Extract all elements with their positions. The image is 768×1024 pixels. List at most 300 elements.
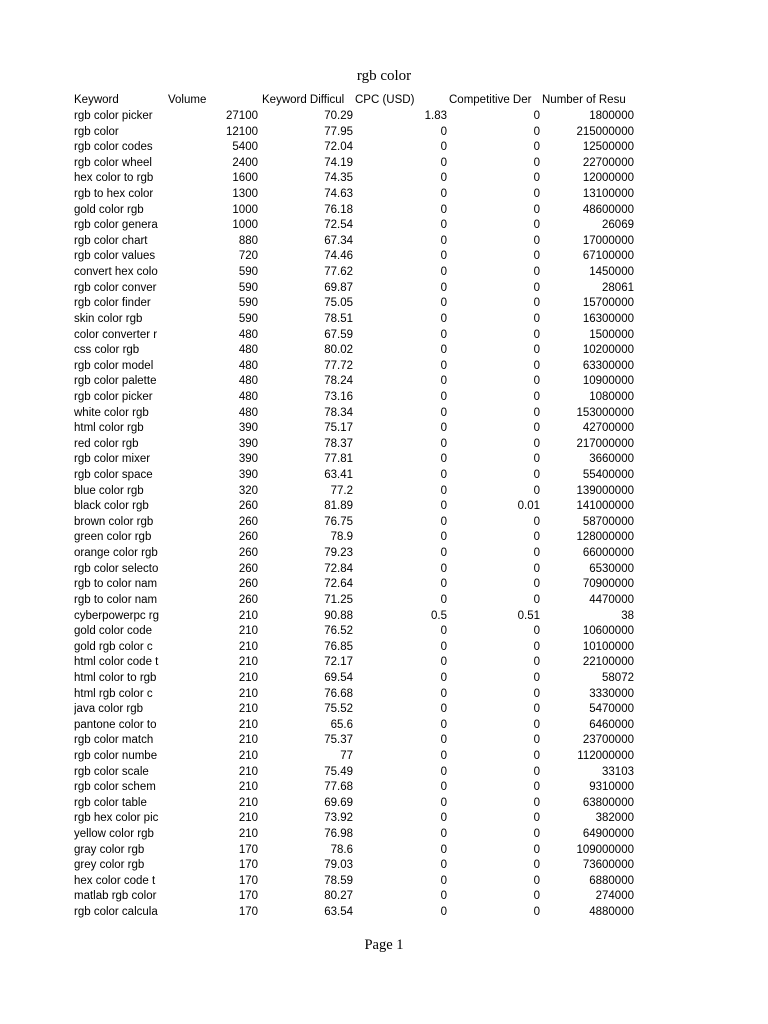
cell-keyword-difficulty: 74.46 [324, 250, 353, 263]
cell-cpc: 0 [440, 781, 447, 794]
table-row [74, 874, 638, 890]
cell-competitive-density: 0 [533, 328, 540, 341]
cell-number-of-results: 42700000 [582, 422, 634, 435]
cell-number-of-results: 70900000 [582, 578, 634, 591]
table-row [74, 843, 638, 859]
cell-competitive-density: 0 [533, 703, 540, 716]
cell-cpc: 0 [440, 593, 447, 606]
cell-competitive-density: 0 [533, 453, 540, 466]
cell-cpc: 0 [440, 188, 447, 201]
cell-volume: 260 [238, 531, 258, 544]
cell-competitive-density: 0 [533, 749, 540, 762]
cell-keyword: grey color rgb [74, 859, 145, 872]
cell-competitive-density: 0 [533, 781, 540, 794]
cell-volume: 210 [238, 781, 258, 794]
cell-cpc: 0 [440, 874, 447, 887]
cell-cpc: 0 [440, 406, 447, 419]
cell-number-of-results: 6880000 [589, 874, 634, 887]
cell-cpc: 0 [440, 812, 447, 825]
cell-keyword: hex color to rgb [74, 172, 154, 185]
table-row [74, 609, 638, 625]
cell-keyword-difficulty: 76.18 [324, 203, 353, 216]
cell-keyword-difficulty: 80.27 [324, 890, 353, 903]
table-row [74, 249, 638, 265]
cell-competitive-density: 0 [533, 796, 540, 809]
cell-volume: 480 [238, 375, 258, 388]
cell-volume: 590 [238, 266, 258, 279]
cell-competitive-density: 0 [533, 828, 540, 841]
cell-cpc: 0 [440, 297, 447, 310]
cell-keyword-difficulty: 78.59 [324, 874, 353, 887]
cell-cpc: 0.5 [431, 609, 447, 622]
cell-keyword-difficulty: 75.49 [324, 765, 353, 778]
cell-number-of-results: 66000000 [582, 547, 634, 560]
cell-competitive-density: 0 [533, 640, 540, 653]
cell-competitive-density: 0 [533, 359, 540, 372]
cell-number-of-results: 215000000 [576, 125, 634, 138]
cell-volume: 260 [238, 515, 258, 528]
cell-keyword: rgb color match [74, 734, 154, 747]
table-row [74, 187, 638, 203]
cell-number-of-results: 16300000 [582, 312, 634, 325]
cell-number-of-results: 13100000 [582, 188, 634, 201]
cell-number-of-results: 63800000 [582, 796, 634, 809]
cell-competitive-density: 0 [533, 156, 540, 169]
cell-competitive-density: 0 [533, 515, 540, 528]
header-volume: Volume [168, 94, 207, 106]
table-row [74, 749, 638, 765]
cell-keyword: yellow color rgb [74, 828, 154, 841]
cell-number-of-results: 10600000 [582, 625, 634, 638]
table-row [74, 624, 638, 640]
cell-competitive-density: 0 [533, 562, 540, 575]
cell-cpc: 0 [440, 640, 447, 653]
cell-cpc: 0 [440, 656, 447, 669]
cell-number-of-results: 10900000 [582, 375, 634, 388]
cell-keyword: rgb color finder [74, 297, 151, 310]
cell-cpc: 0 [440, 718, 447, 731]
cell-keyword-difficulty: 71.25 [324, 593, 353, 606]
cell-cpc: 0 [440, 172, 447, 185]
table-row [74, 203, 638, 219]
header-keyword: Keyword [74, 94, 119, 106]
cell-keyword: rgb color picker [74, 110, 153, 122]
cell-number-of-results: 9310000 [589, 781, 634, 794]
cell-number-of-results: 1500000 [589, 328, 634, 341]
cell-number-of-results: 58700000 [582, 515, 634, 528]
table-row [74, 281, 638, 297]
cell-keyword-difficulty: 75.17 [324, 422, 353, 435]
table-row [74, 733, 638, 749]
table-row [74, 530, 638, 546]
table-row [74, 125, 638, 141]
cell-keyword: rgb color genera [74, 219, 158, 232]
cell-number-of-results: 274000 [595, 890, 634, 903]
cell-number-of-results: 58072 [602, 671, 634, 684]
cell-volume: 590 [238, 297, 258, 310]
cell-number-of-results: 1080000 [589, 390, 634, 403]
cell-volume: 260 [238, 593, 258, 606]
cell-keyword-difficulty: 78.34 [324, 406, 353, 419]
cell-competitive-density: 0 [533, 375, 540, 388]
cell-cpc: 0 [440, 469, 447, 482]
cell-cpc: 0 [440, 203, 447, 216]
cell-cpc: 0 [440, 796, 447, 809]
cell-keyword-difficulty: 77.95 [324, 125, 353, 138]
table-row [74, 452, 638, 468]
cell-keyword: rgb color wheel [74, 156, 152, 169]
cell-keyword: gold rgb color c [74, 640, 153, 653]
cell-keyword-difficulty: 90.88 [324, 609, 353, 622]
cell-competitive-density: 0 [533, 406, 540, 419]
table-row [74, 796, 638, 812]
cell-keyword-difficulty: 72.84 [324, 562, 353, 575]
cell-cpc: 0 [440, 859, 447, 872]
cell-keyword: rgb hex color pic [74, 812, 159, 825]
cell-cpc: 0 [440, 671, 447, 684]
cell-keyword: rgb color numbe [74, 749, 158, 762]
cell-competitive-density: 0 [533, 906, 540, 919]
cell-keyword-difficulty: 67.59 [324, 328, 353, 341]
cell-number-of-results: 28061 [602, 281, 634, 294]
cell-keyword: blue color rgb [74, 484, 144, 497]
table-body [74, 109, 638, 921]
cell-keyword-difficulty: 70.29 [324, 110, 353, 122]
cell-competitive-density: 0 [533, 437, 540, 450]
cell-competitive-density: 0 [533, 593, 540, 606]
cell-cpc: 0 [440, 687, 447, 700]
cell-keyword: skin color rgb [74, 312, 143, 325]
keyword-table [74, 92, 638, 921]
cell-number-of-results: 4470000 [589, 593, 634, 606]
cell-volume: 170 [238, 890, 258, 903]
cell-number-of-results: 128000000 [576, 531, 634, 544]
cell-volume: 210 [238, 749, 258, 762]
cell-cpc: 0 [440, 531, 447, 544]
cell-keyword: gray color rgb [74, 843, 145, 856]
cell-keyword: color converter r [74, 328, 158, 341]
cell-number-of-results: 22100000 [582, 656, 634, 669]
table-row [74, 421, 638, 437]
cell-competitive-density: 0 [533, 141, 540, 154]
cell-keyword: rgb color schem [74, 781, 156, 794]
cell-volume: 12100 [226, 125, 258, 138]
table-row [74, 671, 638, 687]
cell-competitive-density: 0 [533, 484, 540, 497]
cell-number-of-results: 382000 [595, 812, 634, 825]
cell-number-of-results: 139000000 [576, 484, 634, 497]
cell-volume: 480 [238, 390, 258, 403]
cell-number-of-results: 55400000 [582, 469, 634, 482]
table-row [74, 640, 638, 656]
cell-number-of-results: 141000000 [576, 500, 634, 513]
cell-volume: 390 [238, 469, 258, 482]
cell-cpc: 0 [440, 547, 447, 560]
cell-volume: 390 [238, 437, 258, 450]
cell-keyword-difficulty: 73.92 [324, 812, 353, 825]
cell-cpc: 0 [440, 843, 447, 856]
cell-keyword-difficulty: 63.41 [324, 469, 353, 482]
cell-keyword: html color code t [74, 656, 159, 669]
cell-cpc: 0 [440, 765, 447, 778]
cell-competitive-density: 0 [533, 390, 540, 403]
cell-keyword: matlab rgb color [74, 890, 157, 903]
cell-volume: 1600 [232, 172, 258, 185]
cell-keyword-difficulty: 77.72 [324, 359, 353, 372]
cell-cpc: 0 [440, 328, 447, 341]
cell-keyword-difficulty: 77 [340, 749, 353, 762]
table-row [74, 468, 638, 484]
cell-keyword-difficulty: 69.87 [324, 281, 353, 294]
cell-keyword: html color to rgb [74, 671, 157, 684]
cell-keyword-difficulty: 77.2 [330, 484, 353, 497]
cell-number-of-results: 64900000 [582, 828, 634, 841]
cell-number-of-results: 3330000 [589, 687, 634, 700]
cell-number-of-results: 63300000 [582, 359, 634, 372]
cell-volume: 720 [238, 250, 258, 263]
cell-volume: 210 [238, 703, 258, 716]
cell-keyword: html color rgb [74, 422, 144, 435]
cell-cpc: 0 [440, 422, 447, 435]
cell-keyword: orange color rgb [74, 547, 158, 560]
cell-keyword-difficulty: 72.17 [324, 656, 353, 669]
cell-number-of-results: 6460000 [589, 718, 634, 731]
cell-volume: 210 [238, 656, 258, 669]
cell-competitive-density: 0 [533, 859, 540, 872]
cell-cpc: 0 [440, 281, 447, 294]
cell-keyword-difficulty: 78.6 [330, 843, 353, 856]
cell-cpc: 0 [440, 125, 447, 138]
cell-keyword: rgb color conver [74, 281, 157, 294]
cell-competitive-density: 0 [533, 172, 540, 185]
table-row [74, 156, 638, 172]
header-cpc: CPC (USD) [355, 94, 415, 106]
cell-keyword: brown color rgb [74, 515, 154, 528]
cell-number-of-results: 6530000 [589, 562, 634, 575]
cell-keyword-difficulty: 72.54 [324, 219, 353, 232]
table-row [74, 593, 638, 609]
cell-keyword: red color rgb [74, 437, 139, 450]
table-row [74, 328, 638, 344]
cell-keyword-difficulty: 67.34 [324, 234, 353, 247]
cell-keyword: rgb color calcula [74, 906, 158, 919]
page-title: rgb color [356, 68, 412, 84]
cell-keyword: rgb color space [74, 469, 153, 482]
table-row [74, 718, 638, 734]
cell-cpc: 0 [440, 828, 447, 841]
cell-keyword: rgb color table [74, 796, 147, 809]
cell-competitive-density: 0 [533, 312, 540, 325]
cell-number-of-results: 1800000 [589, 110, 634, 122]
table-row [74, 109, 638, 125]
cell-volume: 390 [238, 422, 258, 435]
cell-keyword-difficulty: 75.52 [324, 703, 353, 716]
cell-keyword-difficulty: 74.19 [324, 156, 353, 169]
table-row [74, 905, 638, 921]
page-footer: Page 1 [364, 937, 404, 953]
cell-keyword: rgb to color nam [74, 593, 158, 606]
cell-competitive-density: 0 [533, 718, 540, 731]
cell-keyword-difficulty: 78.9 [330, 531, 353, 544]
cell-volume: 170 [238, 874, 258, 887]
cell-cpc: 0 [440, 344, 447, 357]
cell-cpc: 1.83 [424, 110, 447, 122]
table-row [74, 406, 638, 422]
header-competitive-density: Competitive Der [449, 94, 532, 106]
cell-keyword: black color rgb [74, 500, 149, 513]
cell-keyword-difficulty: 81.89 [324, 500, 353, 513]
table-row [74, 811, 638, 827]
cell-volume: 260 [238, 578, 258, 591]
table-row [74, 484, 638, 500]
table-row [74, 359, 638, 375]
cell-keyword-difficulty: 78.24 [324, 375, 353, 388]
cell-keyword-difficulty: 78.37 [324, 437, 353, 450]
cell-cpc: 0 [440, 453, 447, 466]
cell-competitive-density: 0 [533, 281, 540, 294]
cell-keyword-difficulty: 76.75 [324, 515, 353, 528]
table-row [74, 218, 638, 234]
cell-keyword: rgb color chart [74, 234, 148, 247]
table-row [74, 577, 638, 593]
cell-number-of-results: 10200000 [582, 344, 634, 357]
cell-cpc: 0 [440, 156, 447, 169]
cell-volume: 1300 [232, 188, 258, 201]
table-row [74, 687, 638, 703]
table-row [74, 655, 638, 671]
cell-cpc: 0 [440, 625, 447, 638]
cell-cpc: 0 [440, 266, 447, 279]
table-row [74, 312, 638, 328]
table-header-row [74, 92, 638, 109]
cell-competitive-density: 0 [533, 874, 540, 887]
cell-volume: 5400 [232, 141, 258, 154]
cell-cpc: 0 [440, 375, 447, 388]
cell-number-of-results: 153000000 [576, 406, 634, 419]
table-row [74, 562, 638, 578]
cell-competitive-density: 0.01 [517, 500, 540, 513]
cell-keyword: white color rgb [74, 406, 149, 419]
cell-competitive-density: 0 [533, 531, 540, 544]
cell-number-of-results: 112000000 [577, 749, 634, 762]
cell-volume: 27100 [226, 110, 258, 122]
cell-keyword-difficulty: 76.85 [324, 640, 353, 653]
cell-cpc: 0 [440, 359, 447, 372]
cell-volume: 210 [238, 734, 258, 747]
table-row [74, 546, 638, 562]
cell-keyword: pantone color to [74, 718, 157, 731]
cell-cpc: 0 [440, 390, 447, 403]
cell-volume: 210 [238, 765, 258, 778]
header-keyword-difficulty: Keyword Difficul [262, 94, 345, 106]
cell-competitive-density: 0 [533, 843, 540, 856]
cell-cpc: 0 [440, 484, 447, 497]
cell-number-of-results: 22700000 [582, 156, 634, 169]
cell-cpc: 0 [440, 219, 447, 232]
cell-number-of-results: 26069 [602, 219, 634, 232]
cell-volume: 170 [238, 906, 258, 919]
table-row [74, 889, 638, 905]
cell-keyword: rgb to hex color [74, 188, 154, 201]
cell-keyword: hex color code t [74, 874, 156, 887]
cell-competitive-density: 0 [533, 297, 540, 310]
header-number-of-results: Number of Resu [542, 94, 626, 106]
cell-keyword-difficulty: 73.16 [324, 390, 353, 403]
cell-number-of-results: 4880000 [589, 906, 634, 919]
cell-cpc: 0 [440, 250, 447, 263]
cell-volume: 390 [238, 453, 258, 466]
cell-keyword: gold color code [74, 625, 152, 638]
cell-cpc: 0 [440, 749, 447, 762]
cell-competitive-density: 0 [533, 547, 540, 560]
cell-keyword: rgb color codes [74, 141, 153, 154]
cell-cpc: 0 [440, 578, 447, 591]
cell-volume: 260 [238, 500, 258, 513]
cell-cpc: 0 [440, 890, 447, 903]
cell-keyword: rgb color picker [74, 390, 153, 403]
cell-volume: 210 [238, 796, 258, 809]
cell-keyword-difficulty: 69.69 [324, 796, 353, 809]
cell-competitive-density: 0 [533, 671, 540, 684]
cell-keyword-difficulty: 77.62 [324, 266, 353, 279]
table-row [74, 296, 638, 312]
cell-volume: 590 [238, 312, 258, 325]
table-row [74, 234, 638, 250]
cell-keyword-difficulty: 65.6 [330, 718, 353, 731]
cell-keyword: cyberpowerpc rg [74, 609, 160, 622]
cell-competitive-density: 0 [533, 812, 540, 825]
cell-competitive-density: 0 [533, 110, 540, 122]
cell-keyword-difficulty: 76.52 [324, 625, 353, 638]
cell-number-of-results: 23700000 [582, 734, 634, 747]
cell-keyword: rgb color model [74, 359, 154, 372]
cell-keyword: rgb color values [74, 250, 156, 263]
cell-keyword: green color rgb [74, 531, 152, 544]
cell-competitive-density: 0 [533, 625, 540, 638]
cell-number-of-results: 5470000 [589, 703, 634, 716]
table-row [74, 827, 638, 843]
cell-competitive-density: 0 [533, 234, 540, 247]
cell-keyword-difficulty: 72.64 [324, 578, 353, 591]
table-row [74, 765, 638, 781]
cell-competitive-density: 0 [533, 422, 540, 435]
cell-competitive-density: 0 [533, 687, 540, 700]
cell-competitive-density: 0 [533, 203, 540, 216]
cell-keyword-difficulty: 79.23 [324, 547, 353, 560]
cell-volume: 480 [238, 328, 258, 341]
cell-volume: 210 [238, 609, 258, 622]
cell-keyword-difficulty: 80.02 [324, 344, 353, 357]
cell-keyword: rgb color selecto [74, 562, 159, 575]
cell-volume: 590 [238, 281, 258, 294]
cell-competitive-density: 0 [533, 578, 540, 591]
cell-keyword-difficulty: 75.05 [324, 297, 353, 310]
cell-volume: 260 [238, 562, 258, 575]
cell-keyword: rgb color scale [74, 765, 149, 778]
cell-keyword-difficulty: 76.98 [324, 828, 353, 841]
cell-volume: 1000 [232, 203, 258, 216]
cell-number-of-results: 10100000 [582, 640, 634, 653]
cell-keyword-difficulty: 72.04 [324, 141, 353, 154]
cell-cpc: 0 [440, 312, 447, 325]
cell-number-of-results: 73600000 [582, 859, 634, 872]
cell-keyword-difficulty: 79.03 [324, 859, 353, 872]
cell-number-of-results: 12000000 [582, 172, 634, 185]
cell-keyword: html rgb color c [74, 687, 153, 700]
cell-number-of-results: 15700000 [582, 297, 634, 310]
cell-keyword: rgb color mixer [74, 453, 151, 466]
cell-keyword: convert hex colo [74, 266, 158, 279]
